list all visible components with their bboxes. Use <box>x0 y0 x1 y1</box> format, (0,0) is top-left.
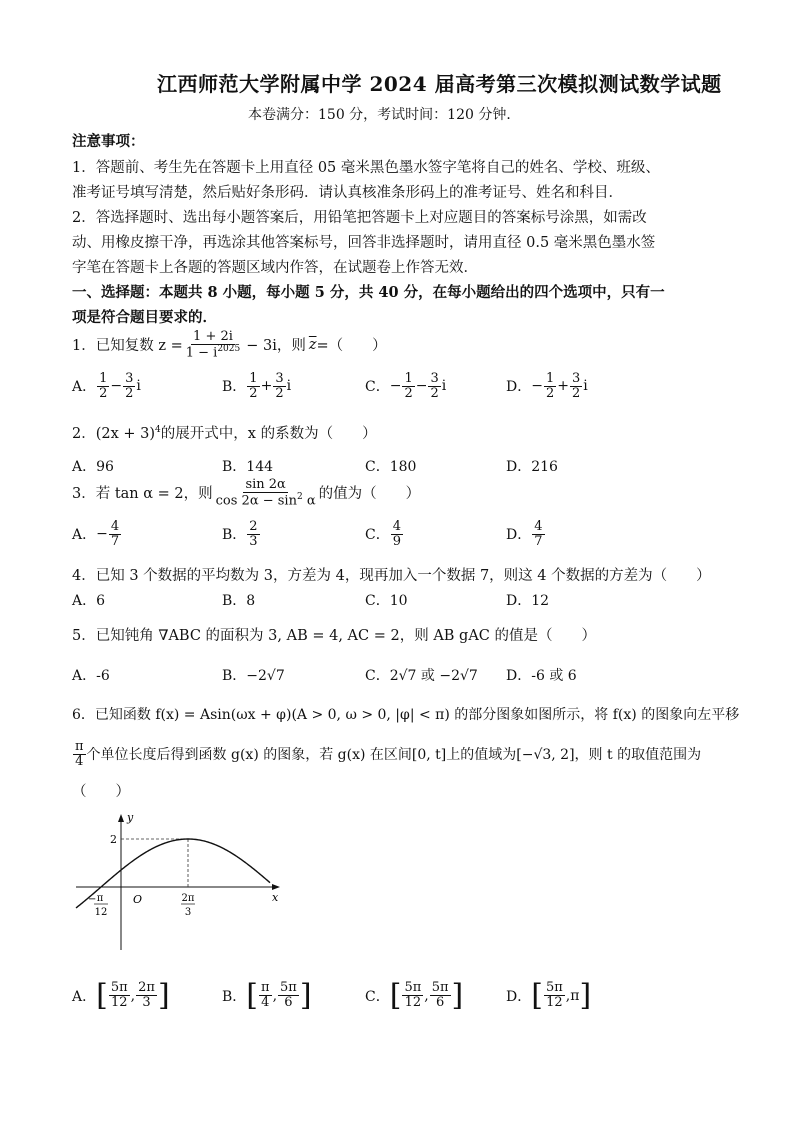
q5-option-c[interactable] <box>365 665 478 685</box>
question-5: 5．已知钝角 ∇ABC 的面积为 3, AB = 4, AC = 2，则 AB gAC 的值是（ ） <box>72 628 597 644</box>
option-label: C． <box>365 593 390 609</box>
sine-curve <box>76 839 270 908</box>
option-value: 8 <box>246 593 256 609</box>
q1-option-a[interactable] <box>72 372 141 400</box>
option-fraction <box>402 981 423 1009</box>
question-6-line2 <box>72 740 701 768</box>
option-label: D． <box>506 527 532 544</box>
q3-suffix: 的值为（ ） <box>318 486 421 503</box>
question-1 <box>72 330 387 360</box>
option-label: B． <box>222 379 247 396</box>
x-tick-left-den: 12 <box>94 907 108 918</box>
question-6-line1: 6．已知函数 f(x) = Asin(ωx + φ)(A > 0, ω > 0, |φ| < π) 的部分图象如图所示，将 f(x) 的图象向左平移 <box>72 707 740 723</box>
option-value: −2√7 <box>246 668 285 684</box>
left-bracket: [ <box>246 978 259 1013</box>
frac-den: 2 <box>404 385 413 401</box>
question-2 <box>72 422 377 443</box>
q1-option-d[interactable] <box>506 372 588 400</box>
q2-option-a[interactable] <box>72 456 114 476</box>
option-label: B． <box>222 593 247 609</box>
frac-num: 5π <box>431 980 449 996</box>
frac-num: 4 <box>110 519 120 534</box>
option-fraction <box>247 520 259 548</box>
left-bracket: [ <box>389 978 402 1013</box>
q6-option-d[interactable]: D． [ $\frac{5\pi}{12}$ , π ] <box>506 978 592 1013</box>
frac-den: 2 <box>249 385 258 401</box>
frac-den: 2 <box>275 385 284 401</box>
q3-den-exp: 2 <box>296 491 303 502</box>
option-value: -6 <box>96 668 110 684</box>
option-sign: − <box>96 526 108 543</box>
q3-fraction <box>214 478 318 508</box>
q3-option-c[interactable] <box>365 520 404 548</box>
right-bracket: ] <box>157 978 170 1013</box>
option-sign: − <box>531 378 543 395</box>
option-label: B． <box>222 527 247 544</box>
option-fraction <box>109 981 130 1009</box>
option-fraction <box>136 981 157 1009</box>
option-label: B． <box>222 459 247 475</box>
left-bracket: [ <box>531 978 543 1013</box>
frac-den: 2 <box>430 385 439 401</box>
frac-den: 6 <box>284 995 293 1010</box>
q2-suffix: 的展开式中，x 的系数为（ ） <box>160 426 377 442</box>
q5-option-a[interactable] <box>72 665 110 685</box>
exam-info: 本卷满分：150 分，考试时间：120 分钟． <box>248 107 521 123</box>
x-axis-label: x <box>272 891 279 904</box>
notes-line: 动、用橡皮擦干净，再选涂其他答案标号，回答非选择题时，请用直径 0.5 毫米黑色墨水签 <box>72 235 656 251</box>
q1-numerator: 1 + 2i <box>193 329 233 344</box>
frac-den: 6 <box>435 995 445 1010</box>
frac-num: 1 <box>99 371 108 386</box>
option-label: A． <box>72 668 97 684</box>
option-op: − <box>110 378 123 395</box>
option-fraction <box>430 981 451 1009</box>
notes-line: 字笔在答题卡上各题的答题区域内作答，在试题卷上作答无效． <box>72 260 478 276</box>
frac-num: 5π <box>110 980 128 996</box>
question-4: 4．已知 3 个数据的平均数为 3，方差为 4，现再加入一个数据 7，则这 4 个数据的方差为（ ） <box>72 568 711 584</box>
option-fraction <box>278 981 299 1009</box>
q5-option-d[interactable] <box>506 665 577 685</box>
x-axis-arrow <box>272 884 280 890</box>
question-6-line3: （ ） <box>72 784 130 800</box>
option-pi: π <box>570 987 580 1004</box>
page-title: 江西师范大学附属中学 2024 届高考第三次模拟测试数学试题 <box>157 72 722 96</box>
option-fraction <box>109 520 121 548</box>
frac-den: 2 <box>545 385 555 401</box>
frac-num: π <box>75 739 84 754</box>
option-fraction <box>402 372 414 400</box>
q3-denominator <box>214 493 318 508</box>
frac-den: 2 <box>571 385 581 401</box>
q6-option-c[interactable]: C． [ $\frac{5\pi}{12}$ , $\frac{5\pi}{6}$ ] <box>365 978 464 1013</box>
option-tail: i <box>441 378 447 395</box>
q1-option-c[interactable] <box>365 372 446 400</box>
q6-line2-text: 个单位长度后得到函数 g(x) 的图象，若 g(x) 在区间[0, t]上的值域为[−√3, 2]，则 t 的取值范围为 <box>86 747 702 764</box>
right-bracket: ] <box>451 978 464 1013</box>
q2-prefix: 2．(2x + 3) <box>72 426 156 442</box>
option-tail: i <box>286 378 292 395</box>
frac-den: 7 <box>534 533 543 549</box>
option-label: D． <box>506 379 532 396</box>
q1-den-base: 1 − i <box>185 344 218 360</box>
frac-den: 12 <box>404 995 422 1010</box>
option-label: A． <box>72 527 97 544</box>
q1-den-exp: 2025 <box>217 343 241 354</box>
option-value: 10 <box>389 593 408 609</box>
option-label: A． <box>72 593 97 609</box>
q4-option-b[interactable] <box>222 590 255 610</box>
frac-num: 3 <box>571 371 581 386</box>
q1-fraction <box>184 330 243 360</box>
frac-den: 3 <box>249 533 258 549</box>
q2-option-d[interactable] <box>506 456 558 476</box>
frac-num: 3 <box>275 371 284 386</box>
frac-num: π <box>261 980 270 996</box>
q3-option-b[interactable] <box>222 520 261 548</box>
option-value: 144 <box>246 459 274 475</box>
frac-num: 1 <box>545 371 555 386</box>
x-tick-right-num: 2π <box>181 893 195 904</box>
frac-num: 4 <box>392 519 401 534</box>
q1-mid: − 3i，则 <box>246 338 306 355</box>
section-heading: 项是符合题目要求的． <box>72 309 217 326</box>
q2-option-b[interactable] <box>222 456 273 476</box>
q6-option-a[interactable]: A． [ $\frac{5\pi}{12}$ , $\frac{2\pi}{3}$ ] <box>72 978 170 1013</box>
frac-num: 2 <box>249 519 258 534</box>
q5-option-b[interactable] <box>222 665 285 685</box>
option-fraction <box>273 372 285 400</box>
option-label: D． <box>506 459 532 475</box>
option-value: -6 或 6 <box>531 668 577 684</box>
question-3 <box>72 478 420 508</box>
option-label: D． <box>506 593 532 609</box>
q3-prefix: 3．若 tan α = 2，则 <box>72 486 213 503</box>
option-label: C． <box>365 379 390 396</box>
left-bracket: [ <box>96 978 108 1013</box>
option-label: A． <box>72 988 97 1005</box>
x-tick-left-num: π <box>96 893 104 904</box>
option-fraction <box>544 981 565 1009</box>
option-fraction <box>544 372 556 400</box>
q3-option-a[interactable] <box>72 520 122 548</box>
option-label: D． <box>506 988 532 1005</box>
q1-suffix: =（ ） <box>316 338 387 355</box>
frac-den: 3 <box>142 995 151 1010</box>
origin-label: O <box>133 893 143 906</box>
option-fraction <box>247 372 259 400</box>
q1-prefix: 1．已知复数 z = <box>72 338 183 355</box>
q3-option-d[interactable] <box>506 520 546 548</box>
right-bracket: ] <box>299 978 312 1013</box>
option-fraction <box>428 372 440 400</box>
q6-shift-fraction <box>73 740 86 768</box>
y-axis-arrow <box>118 814 124 822</box>
option-op: + <box>557 378 569 395</box>
frac-num: 1 <box>249 371 258 386</box>
option-value: 180 <box>389 459 417 475</box>
frac-num: 1 <box>404 371 413 386</box>
q2-option-c[interactable] <box>365 456 416 476</box>
frac-den: 4 <box>75 753 84 769</box>
option-fraction <box>97 372 109 400</box>
q2-exp: 4 <box>155 425 161 436</box>
option-value: 2√7 或 −2√7 <box>389 668 478 684</box>
x-tick-right-den: 3 <box>184 907 192 918</box>
q3-numerator: sin 2α <box>245 477 286 492</box>
notes-line: 准考证号填写清楚，然后贴好条形码．请认真核准条形码上的准考证号、姓名和科目． <box>72 185 623 201</box>
option-fraction <box>259 981 272 1009</box>
option-tail: i <box>136 378 141 395</box>
option-label: C． <box>365 988 390 1005</box>
notes-line: 2．答选择题时、选出每小题答案后，用铅笔把答题卡上对应题目的答案标号涂黑，如需改 <box>72 210 647 226</box>
frac-num: 4 <box>534 519 543 534</box>
frac-den: 2 <box>99 385 108 401</box>
y-tick-2: 2 <box>110 833 117 846</box>
y-axis-label: y <box>127 811 134 824</box>
q6-option-b[interactable]: B． [ $\frac{\pi}{4}$ , $\frac{5\pi}{6}$ ] <box>222 978 312 1013</box>
frac-den: 7 <box>110 533 120 549</box>
option-sign: − <box>389 378 402 395</box>
frac-den: 12 <box>546 995 563 1010</box>
option-label: B． <box>222 668 247 684</box>
option-label: C． <box>365 527 390 544</box>
q3-den-b: α <box>302 492 316 508</box>
frac-den: 9 <box>392 533 401 549</box>
section-heading: 一、选择题：本题共 8 小题，每小题 5 分，共 40 分，在每小题给出的四个选项中，只有一 <box>72 284 665 301</box>
option-value: 6 <box>96 593 106 609</box>
sine-graph <box>70 805 290 955</box>
q4-option-d[interactable] <box>506 590 549 610</box>
frac-num: 2π <box>138 980 155 996</box>
option-value: 96 <box>96 459 114 475</box>
option-fraction <box>391 520 403 548</box>
option-label: A． <box>72 379 97 396</box>
option-label: A． <box>72 459 97 475</box>
frac-num: 5π <box>545 980 563 996</box>
option-label: C． <box>365 459 390 475</box>
q4-option-c[interactable] <box>365 590 408 610</box>
q3-den-a: cos 2α − sin <box>215 492 297 508</box>
frac-num: 3 <box>125 371 134 386</box>
q4-option-a[interactable] <box>72 590 105 610</box>
notes-heading: 注意事项： <box>72 133 145 150</box>
option-op: + <box>260 378 273 395</box>
option-fraction <box>123 372 135 400</box>
q1-zbar: $\overline{z}$ <box>308 336 317 353</box>
option-label: D． <box>506 668 532 684</box>
option-tail: i <box>583 378 588 395</box>
frac-num: 5π <box>404 980 422 996</box>
frac-num: 3 <box>430 371 439 386</box>
option-fraction <box>532 520 544 548</box>
frac-den: 12 <box>110 995 128 1010</box>
option-fraction <box>570 372 582 400</box>
frac-den: 4 <box>261 995 270 1010</box>
notes-line: 1．答题前、考生先在答题卡上用直径 05 毫米黑色墨水签字笔将自己的姓名、学校、班级、 <box>72 160 660 176</box>
option-label: C． <box>365 668 390 684</box>
option-value: 216 <box>531 459 558 475</box>
frac-num: 5π <box>280 980 297 996</box>
x-tick-left-sign: − <box>88 894 97 905</box>
frac-den: 2 <box>125 385 134 401</box>
option-label: B． <box>222 988 247 1005</box>
right-bracket: ] <box>579 978 592 1013</box>
q1-option-b[interactable] <box>222 372 291 400</box>
q1-denominator <box>184 345 243 360</box>
option-op: − <box>415 378 428 395</box>
option-value: 12 <box>531 593 550 609</box>
